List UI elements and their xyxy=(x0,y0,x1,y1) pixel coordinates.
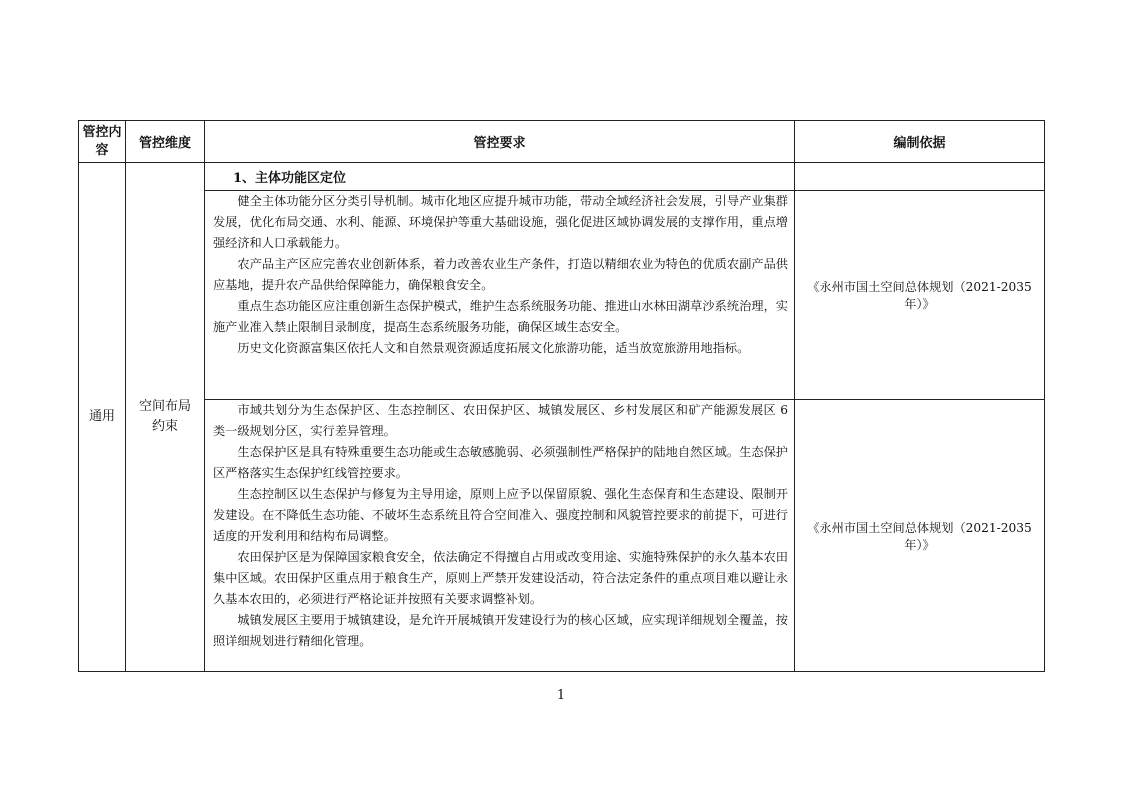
requirement-paragraph: 生态控制区以生态保护与修复为主导用途，原则上应予以保留原貌、强化生态保育和生态建设、限制开发建设。在不降低生态功能、不破坏生态系统且符合空间准入、强度控制和风貌管控要求的前提下，可进行适度的开发利用和结构布局调整。 xyxy=(213,487,788,543)
requirement-paragraph: 重点生态功能区应注重创新生态保护模式，维护生态系统服务功能、推进山水林田湖草沙系统治理，实施产业准入禁止限制目录制度，提高生态系统服务功能，确保区域生态安全。 xyxy=(213,299,788,334)
dimension-cell: 空间布局约束 xyxy=(126,163,205,672)
section-heading-basis-cell xyxy=(795,163,1045,191)
page-number: 1 xyxy=(556,688,566,703)
table-row xyxy=(79,191,1045,400)
basis-cell: 《永州市国土空间总体规划（2021-2035 年）》 xyxy=(795,400,1045,672)
requirement-cell xyxy=(205,400,795,672)
requirement-paragraph: 生态保护区是具有特殊重要生态功能或生态敏感脆弱、必须强制性严格保护的陆地自然区域。生态保护区严格落实生态保护红线管控要求。 xyxy=(213,445,788,480)
category-cell: 通用 xyxy=(79,163,126,672)
basis-cell: 《永州市国土空间总体规划（2021-2035 年）》 xyxy=(795,191,1045,400)
regulation-table xyxy=(78,120,1045,672)
section-heading-row xyxy=(79,163,1045,191)
requirement-cell xyxy=(205,191,795,400)
header-basis: 编制依据 xyxy=(795,121,1045,163)
requirement-paragraph: 健全主体功能分区分类引导机制。城市化地区应提升城市功能，带动全域经济社会发展，引导产业集群发展，优化布局交通、水利、能源、环境保护等重大基础设施，强化促进区域协调发展的支撑作用，重点增强经济和人口承载能力。 xyxy=(213,194,788,250)
section-heading: 1、主体功能区定位 xyxy=(205,163,795,191)
header-dimension: 管控维度 xyxy=(126,121,205,163)
header-requirement: 管控要求 xyxy=(205,121,795,163)
requirement-paragraph: 历史文化资源富集区依托人文和自然景观资源适度拓展文化旅游功能，适当放宽旅游用地指标。 xyxy=(237,341,750,355)
table-row xyxy=(79,400,1045,672)
header-row xyxy=(79,121,1045,163)
requirement-paragraph: 农产品主产区应完善农业创新体系，着力改善农业生产条件，打造以精细农业为特色的优质农副产品供应基地，提升农产品供给保障能力，确保粮食安全。 xyxy=(213,257,788,292)
requirement-paragraph: 农田保护区是为保障国家粮食安全，依法确定不得擅自占用或改变用途、实施特殊保护的永久基本农田集中区域。农田保护区重点用于粮食生产，原则上严禁开发建设活动，符合法定条件的重点项目难以避让永久基本农田的，必须进行严格论证并按照有关要求调整补划。 xyxy=(213,550,788,606)
requirement-paragraph: 市域共划分为生态保护区、生态控制区、农田保护区、城镇发展区、乡村发展区和矿产能源发展区 6 类一级规划分区，实行差异管理。 xyxy=(213,403,788,438)
requirement-paragraph: 城镇发展区主要用于城镇建设，是允许开展城镇开发建设行为的核心区域，应实现详细规划全覆盖，按照详细规划进行精细化管理。 xyxy=(213,613,788,648)
header-content: 管控内容 xyxy=(79,121,126,163)
